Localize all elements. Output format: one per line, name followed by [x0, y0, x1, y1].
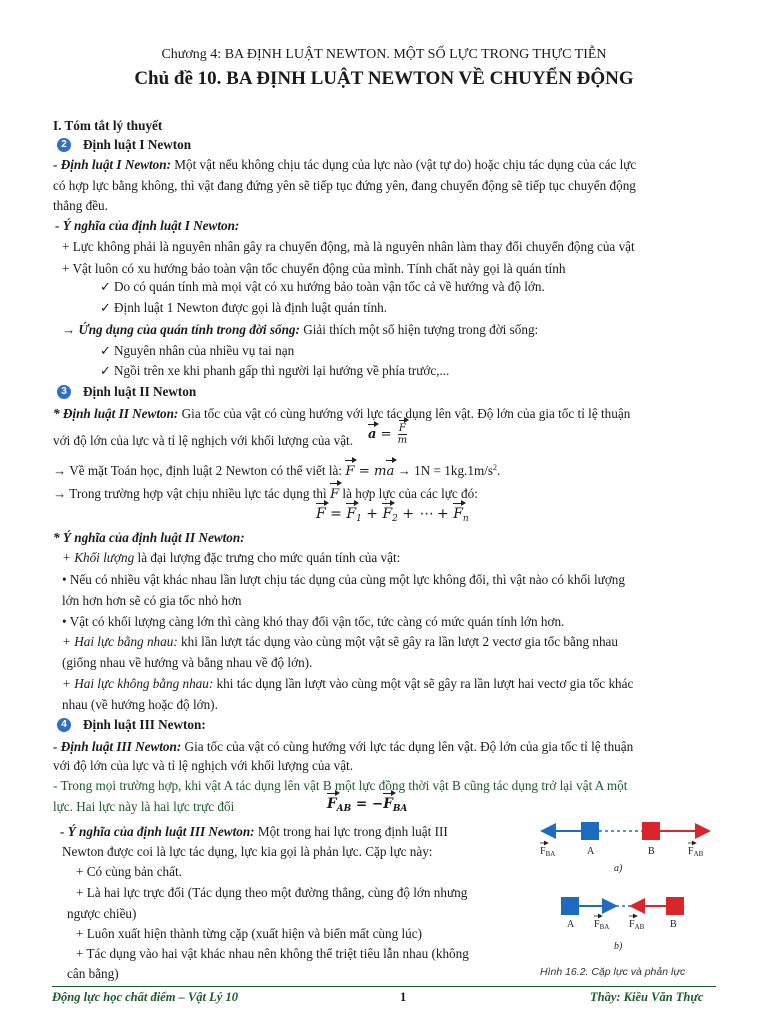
action-reaction-figure [536, 815, 716, 983]
block-a [561, 897, 579, 915]
checkmark-icon: ✓ [100, 363, 112, 378]
formula-action-reaction: $F_{AB} = -F_{BA}$ [327, 796, 408, 814]
number-badge-icon: 2 [57, 138, 71, 152]
law2-def-line2: với độ lớn của lực và tỉ lệ nghịch với khối lượng của vật. [53, 433, 354, 448]
law3-green-line2: lực. Hai lực này là hai lực trực đối [53, 799, 235, 814]
law2-equal-forces-1: + Hai lực bằng nhau: khi lần lượt tác dụng vào cùng một vật sẽ gây ra lần lượt 2 vectơ gia tốc bằng nhau [62, 634, 618, 649]
formula-a-eq-f-over-m: a = $\frac{F}{m}$ [368, 423, 408, 446]
section-heading: I. Tóm tắt lý thuyết [53, 118, 163, 133]
page-number: 1 [400, 990, 407, 1004]
law2-multi-force: → Trong trường hợp vật chịu nhiều lực tác dụng thì F là hợp lực của các lực đó: [53, 486, 478, 502]
law1-meaning-2: + Vật luôn có xu hướng bảo toàn vận tốc chuyển động của mình. Tính chất này gọi là quán tính [62, 261, 566, 276]
figure-caption: Hình 16.2. Cặp lực và phản lực [540, 966, 686, 978]
chapter-title: Chương 4: BA ĐỊNH LUẬT NEWTON. MỘT SỐ LỰC TRONG THỰC TIỄN [161, 47, 607, 62]
law1-check-3: ✓ Nguyên nhân của nhiều vụ tai nạn [100, 343, 295, 358]
law1-check-4: ✓ Ngồi trên xe khi phanh gấp thì người lại hướng về phía trước,... [100, 363, 450, 378]
law2-equal-forces-2: (giống nhau về hướng và bằng nhau về độ lớn). [62, 655, 313, 670]
law1-title: Định luật I Newton [83, 137, 192, 152]
label-part-a: a) [614, 863, 623, 874]
label-f-ba: $F_{BA}$ [594, 919, 610, 931]
law2-def-line1: * Định luật II Newton: Gia tốc của vật có cùng hướng với lực tác dụng lên vật. Độ lớn của gia tốc tỉ lệ thuận [53, 406, 631, 421]
number-badge-icon: 4 [57, 718, 71, 732]
law2-unequal-forces-2: nhau (về hướng hoặc độ lớn). [62, 697, 218, 712]
law2-mass-line: + Khối lượng là đại lượng đặc trưng cho mức quán tính của vật: [62, 550, 401, 565]
footer-left: Động lực học chất điểm – Vật Lý 10 [52, 990, 238, 1004]
law3-def-line2: với độ lớn của lực và tỉ lệ nghịch với khối lượng của vật. [53, 758, 354, 773]
law3-point-1: + Có cùng bản chất. [76, 864, 182, 879]
law3-title: Định luật III Newton: [83, 717, 206, 732]
law3-meaning-line2: Newton được coi là lực tác dụng, lực kia gọi là phản lực. Cặp lực này: [62, 844, 433, 859]
formula-resultant-force: $F = F_1 + F_2$ + ⋯ + $F_n$ [316, 506, 469, 524]
footer-rule [52, 986, 716, 987]
law3-meaning-line1: - Ý nghĩa của định luật III Newton: Một trong hai lực trong định luật III [60, 824, 448, 839]
law2-meaning-label: * Ý nghĩa của định luật II Newton: [53, 530, 245, 545]
law2-bullet-1a: • Nếu có nhiều vật khác nhau lần lượt chịu tác dụng của cùng một lực không đổi, thì vật nào có khối lượng [62, 572, 625, 587]
law2-bullet-1b: lớn hơn hơn sẽ có gia tốc nhỏ hơn [62, 593, 242, 608]
law1-def-line2: có hợp lực bằng không, thì vật đang đứng yên sẽ tiếp tục đứng yên, đang chuyển động sẽ tiếp tục chuyển động [53, 178, 636, 193]
label-part-b: b) [614, 941, 623, 952]
law1-application: → Ứng dụng của quán tính trong đời sống: Giải thích một số hiện tượng trong đời sống: [62, 322, 539, 337]
law3-point-4a: + Tác dụng vào hai vật khác nhau nên không thể triệt tiêu lẫn nhau (không [76, 946, 469, 961]
label-b: B [648, 846, 655, 857]
law3-point-4b: cân bằng) [67, 966, 119, 981]
arrow-right-icon: → [62, 322, 76, 337]
label-f-ba: $F_{BA}$ [540, 846, 556, 858]
label-a: A [567, 919, 575, 930]
law2-title: Định luật II Newton [83, 384, 197, 399]
label-a: A [587, 846, 595, 857]
checkmark-icon: ✓ [100, 300, 112, 315]
law2-unequal-forces-1: + Hai lực không bằng nhau: khi tác dụng lần lượt vào cùng một vật sẽ gây ra lần lượt hai vectơ gia tốc khác [62, 676, 634, 691]
law1-def-line3: thẳng đều. [53, 198, 108, 213]
law3-point-3: + Luôn xuất hiện thành từng cặp (xuất hiện và biến mất cùng lúc) [76, 926, 423, 941]
law3-def-line1: - Định luật III Newton: Gia tốc của vật có cùng hướng với lực tác dụng lên vật. Độ lớn của gia tốc tỉ lệ thuận [53, 739, 634, 754]
footer-right: Thầy: Kiều Văn Thực [590, 990, 704, 1004]
law1-def-line1: - Định luật I Newton: Một vật nếu không chịu tác dụng của lực nào (vật tự do) hoặc chịu tác dụng của các lực [53, 157, 637, 172]
law1-check-1: ✓ Do có quán tính mà mọi vật có xu hướng bảo toàn vận tốc cả về hướng và độ lớn. [100, 279, 545, 294]
checkmark-icon: ✓ [100, 343, 112, 358]
law2-math-line: → Về mặt Toán học, định luật 2 Newton có thể viết là: F = ma → $1N = 1kg.1m/s^2$. [53, 463, 501, 479]
number-badge-icon: 3 [57, 385, 71, 399]
law3-point-2b: ngược chiều) [67, 906, 137, 921]
label-f-ab: $F_{AB}$ [629, 919, 645, 931]
block-b [666, 897, 684, 915]
law3-point-2a: + Là hai lực trực đối (Tác dụng theo một đường thẳng, cùng độ lớn nhưng [76, 885, 468, 900]
law1-check-2: ✓ Định luật 1 Newton được gọi là định luật quán tính. [100, 300, 388, 315]
law1-meaning-label: - Ý nghĩa của định luật I Newton: [55, 218, 240, 233]
law1-meaning-1: + Lực không phải là nguyên nhân gây ra chuyển động, mà là nguyên nhân làm thay đổi chuyển động của vật [62, 239, 635, 254]
law2-bullet-2: • Vật có khối lượng càng lớn thì càng khó thay đổi vận tốc, tức càng có mức quán tính lớn hơn. [62, 614, 565, 629]
block-a [581, 822, 599, 840]
block-b [642, 822, 660, 840]
label-b: B [670, 919, 677, 930]
law3-green-line1: - Trong mọi trường hợp, khi vật A tác dụng lên vật B một lực đồng thời vật B cũng tác dụng trở lại vật A một [53, 778, 628, 793]
topic-title: Chủ đề 10. BA ĐỊNH LUẬT NEWTON VỀ CHUYỂN ĐỘNG [134, 68, 634, 89]
label-f-ab: $F_{AB}$ [688, 846, 704, 858]
checkmark-icon: ✓ [100, 279, 112, 294]
